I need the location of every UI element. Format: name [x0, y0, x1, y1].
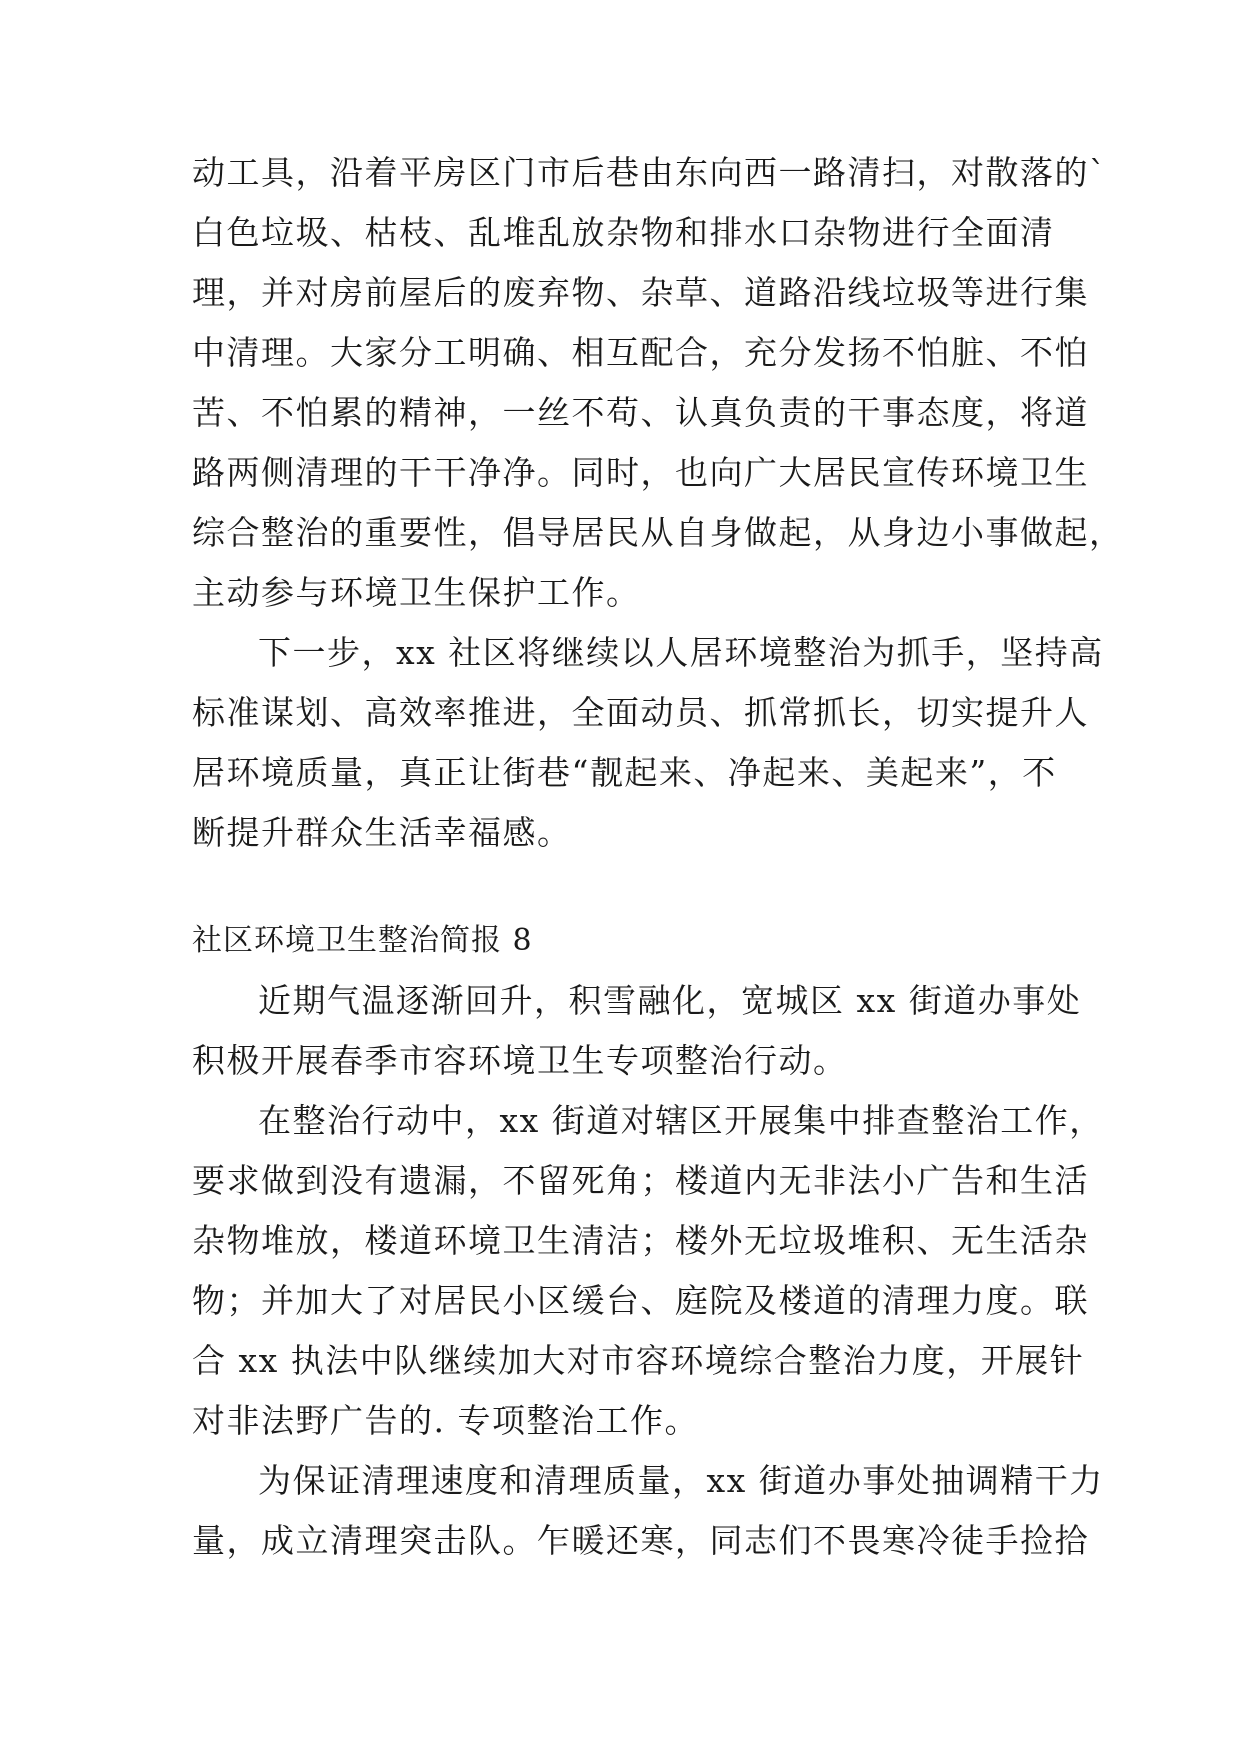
text-line: 要求做到没有遗漏，不留死角；楼道内无非法小广告和生活: [192, 1161, 1089, 1200]
text-line: 在整治行动中，xx 街道对辖区开展集中排查整治工作，: [258, 1101, 1104, 1140]
text-line: 居环境质量，真正让街巷“靓起来、净起来、美起来”，不: [192, 753, 1057, 792]
text-line: 对非法野广告的. 专项整治工作。: [192, 1401, 699, 1440]
text-line: 断提升群众生活幸福感。: [192, 813, 572, 852]
text-line: 路两侧清理的干干净净。同时，也向广大居民宣传环境卫生: [192, 453, 1089, 492]
text-line: 中清理。大家分工明确、相互配合，充分发扬不怕脏、不怕: [192, 333, 1089, 372]
text-line: 苦、不怕累的精神，一丝不苟、认真负责的干事态度，将道: [192, 393, 1089, 432]
text-line: 近期气温逐渐回升，积雪融化，宽城区 xx 街道办事处: [258, 981, 1082, 1020]
text-line: 动工具，沿着平房区门市后巷由东向西一路清扫，对散落的`: [192, 153, 1107, 192]
paragraph-3: [192, 971, 1082, 1091]
text-line: 综合整治的重要性，倡导居民从自身做起，从身边小事做起，: [192, 513, 1124, 552]
text-line: 量，成立清理突击队。乍暖还寒，同志们不畏寒冷徒手捡拾: [192, 1521, 1089, 1560]
text-line: 理，并对房前屋后的废弃物、杂草、道路沿线垃圾等进行集: [192, 273, 1089, 312]
text-line: 白色垃圾、枯枝、乱堆乱放杂物和排水口杂物进行全面清: [192, 213, 1055, 252]
text-line: 为保证清理速度和清理质量，xx 街道办事处抽调精干力: [258, 1461, 1104, 1500]
paragraph-2: [192, 623, 1104, 863]
text-line: 合 xx 执法中队继续加大对市容环境综合整治力度，开展针: [192, 1341, 1085, 1380]
section-title: 社区环境卫生整治简报 8: [192, 923, 533, 958]
text-line: 杂物堆放，楼道环境卫生清洁；楼外无垃圾堆积、无生活杂: [192, 1221, 1089, 1260]
text-line: 下一步，xx 社区将继续以人居环境整治为抓手，坚持高: [258, 633, 1104, 672]
paragraph-4: [192, 1091, 1104, 1451]
document-page: [192, 143, 1124, 1571]
section-spacer: [192, 863, 1052, 911]
text-line: 积极开展春季市容环境卫生专项整治行动。: [192, 1041, 848, 1080]
text-line: 物；并加大了对居民小区缓台、庭院及楼道的清理力度。联: [192, 1281, 1089, 1320]
text-line: 主动参与环境卫生保护工作。: [192, 573, 641, 612]
paragraph-1: [192, 143, 1124, 623]
text-line: 标准谋划、高效率推进，全面动员、抓常抓长，切实提升人: [192, 693, 1089, 732]
paragraph-5: [192, 1451, 1104, 1571]
